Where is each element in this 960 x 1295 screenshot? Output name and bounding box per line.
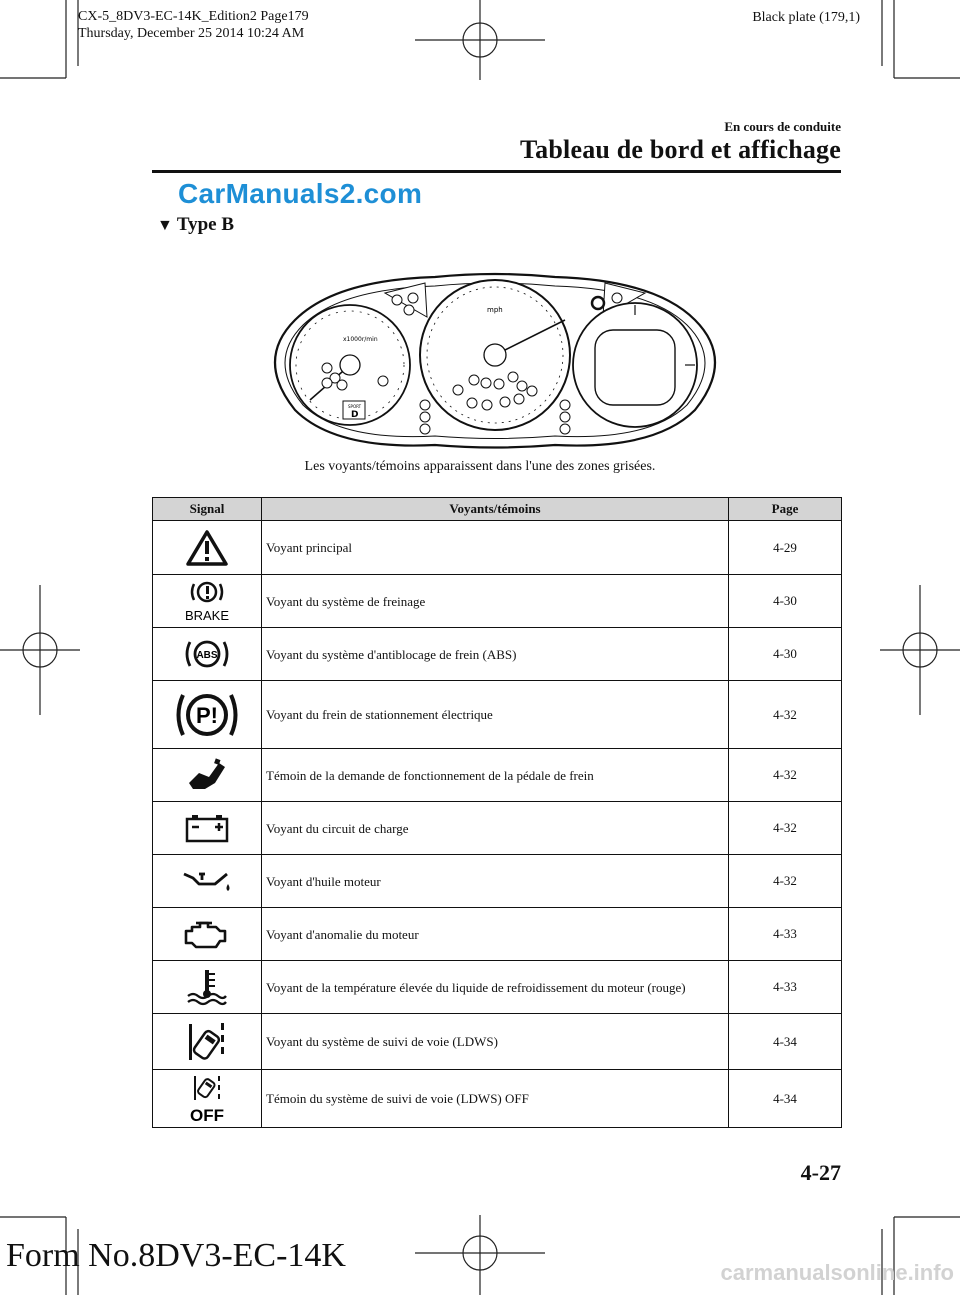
table-row	[153, 575, 842, 628]
row-page[interactable]: 4-32	[729, 749, 842, 802]
instrument-cluster-figure	[265, 265, 725, 455]
page-number: 4-27	[800, 1160, 841, 1185]
header-rule	[152, 170, 841, 173]
row-page[interactable]: 4-30	[729, 575, 842, 628]
table-row	[153, 1070, 842, 1128]
tacho-label: x1000r/min	[343, 336, 378, 343]
figure-caption: Les voyants/témoins apparaissent dans l'une des zones grisées.	[304, 459, 656, 474]
oil-can-icon	[181, 868, 233, 894]
warning-lights-table	[152, 497, 842, 1128]
row-description: Voyant du système de suivi de voie (LDWS)	[262, 1014, 729, 1070]
row-description: Voyant d'anomalie du moteur	[262, 908, 729, 961]
column-header-description: Voyants/témoins	[262, 498, 729, 521]
section-title: En cours de conduite	[724, 119, 841, 134]
table-row	[153, 521, 842, 575]
lane-departure-icon	[187, 1020, 227, 1064]
table-row	[153, 1014, 842, 1070]
speedo-label: mph	[487, 306, 503, 314]
table-row	[153, 961, 842, 1014]
row-description: Voyant de la température élevée du liquide de refroidissement du moteur (rouge)	[262, 961, 729, 1014]
print-info-line2: Thursday, December 25 2014 10:24 AM	[78, 26, 305, 41]
row-description: Voyant du système d'antiblocage de frein (ABS)	[262, 628, 729, 681]
off-icon-label: OFF	[190, 1105, 224, 1124]
abs-warning-icon	[180, 637, 234, 671]
row-description: Voyant principal	[262, 521, 729, 575]
table-row	[153, 681, 842, 749]
brake-icon-label: BRAKE	[184, 608, 230, 623]
row-page[interactable]: 4-32	[729, 802, 842, 855]
row-page[interactable]: 4-34	[729, 1014, 842, 1070]
engine-icon	[182, 917, 232, 951]
row-page[interactable]: 4-34	[729, 1070, 842, 1128]
coolant-temp-icon	[185, 968, 229, 1006]
battery-icon	[184, 813, 230, 843]
table-row	[153, 802, 842, 855]
abs-icon-label: ABS	[196, 650, 218, 661]
table-header-row	[153, 498, 842, 521]
row-page[interactable]: 4-32	[729, 681, 842, 749]
parking-icon-label: P!	[196, 702, 218, 728]
parking-brake-icon	[172, 689, 242, 741]
table-row	[153, 749, 842, 802]
subsection-heading	[157, 214, 234, 236]
print-info-line1: CX-5_8DV3-EC-14K_Edition2 Page179	[78, 9, 309, 24]
watermark-logo[interactable]: CarManuals2.com	[178, 178, 423, 209]
row-description: Voyant d'huile moteur	[262, 855, 729, 908]
brake-warning-icon	[182, 579, 232, 623]
row-page[interactable]: 4-32	[729, 855, 842, 908]
row-page[interactable]: 4-29	[729, 521, 842, 575]
column-header-signal: Signal	[153, 498, 262, 521]
row-page[interactable]: 4-33	[729, 961, 842, 1014]
row-description: Voyant du système de freinage	[262, 575, 729, 628]
heading-marker: ▼	[157, 217, 173, 234]
plate-label: Black plate (179,1)	[752, 10, 860, 25]
lane-departure-off-icon	[186, 1074, 228, 1124]
form-number: Form No.8DV3-EC-14K	[6, 1237, 346, 1274]
row-description: Témoin du système de suivi de voie (LDWS) OFF	[262, 1070, 729, 1128]
master-warning-icon	[185, 529, 229, 567]
table-row	[153, 628, 842, 681]
row-description: Témoin de la demande de fonctionnement de la pédale de frein	[262, 749, 729, 802]
row-page[interactable]: 4-33	[729, 908, 842, 961]
row-description: Voyant du frein de stationnement électrique	[262, 681, 729, 749]
sport-label: SPORT	[348, 404, 362, 409]
row-description: Voyant du circuit de charge	[262, 802, 729, 855]
row-page[interactable]: 4-30	[729, 628, 842, 681]
table-row	[153, 908, 842, 961]
footer-url[interactable]: carmanualsonline.info	[720, 1260, 954, 1285]
heading-title: Type B	[176, 214, 235, 235]
brake-pedal-icon	[185, 757, 229, 793]
column-header-page: Page	[729, 498, 842, 521]
chapter-title: Tableau de bord et affichage	[520, 135, 841, 164]
table-row	[153, 855, 842, 908]
print-info	[78, 8, 309, 42]
gear-label: D	[351, 410, 359, 420]
